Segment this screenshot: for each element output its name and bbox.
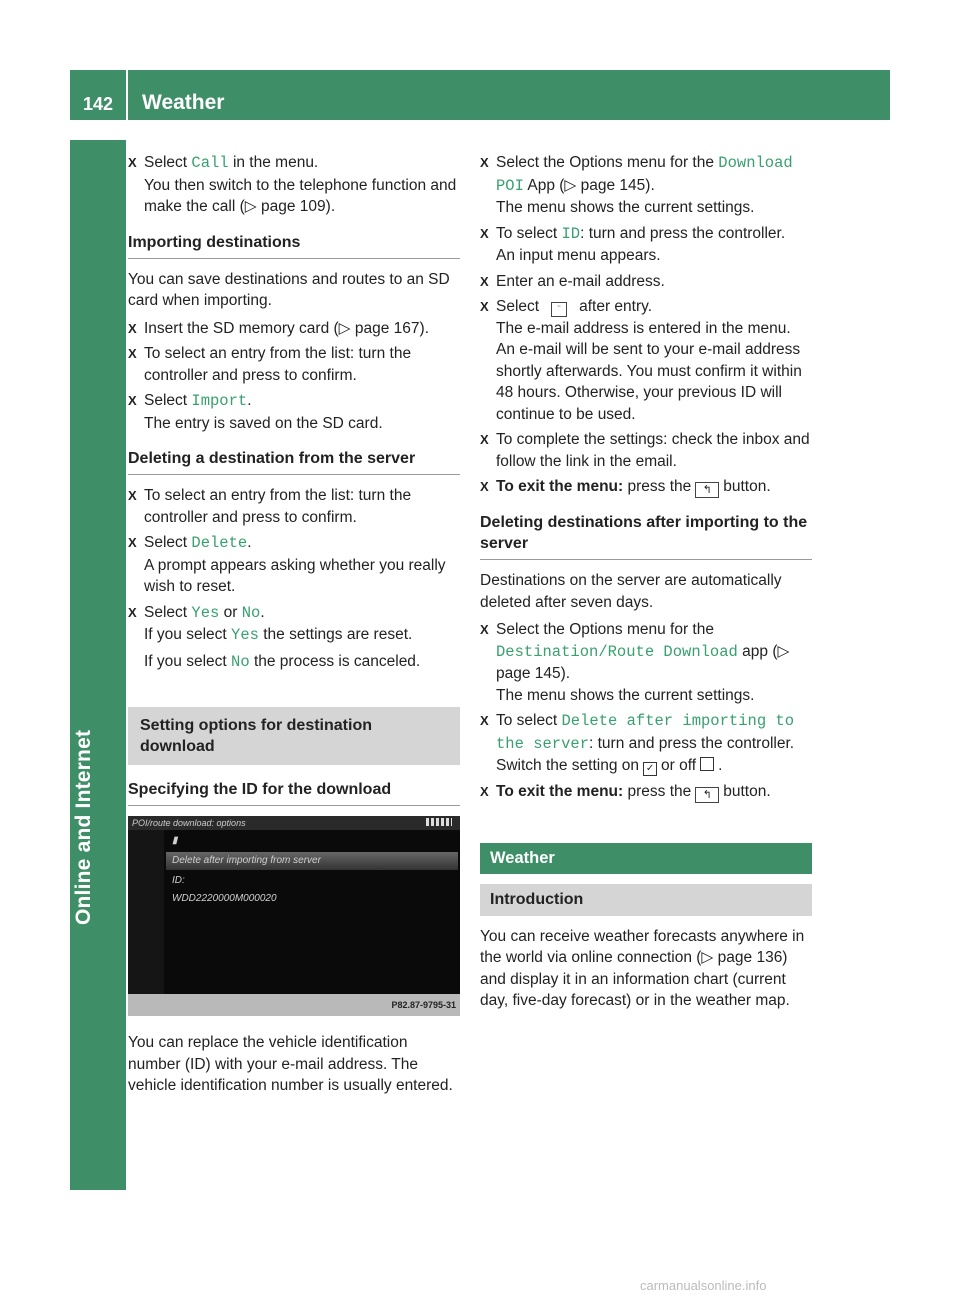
step-arrow-icon: X: [480, 479, 489, 494]
step-arrow-icon: X: [480, 622, 489, 637]
code-delete-after: Delete after importing to the server: [496, 712, 795, 753]
subsection-bar-introduction: Introduction: [480, 884, 812, 916]
step-arrow-icon: X: [128, 535, 137, 550]
side-tab-label-wrap: [72, 729, 95, 926]
step-select-id: X To select ID: turn and press the controller. An input menu appears.: [480, 224, 786, 264]
screen-row-id-value: WDD2220000M000020: [172, 893, 277, 904]
ok-icon: ¨: [551, 302, 567, 317]
step-select-import: X Select Import. The entry is saved on the SD card.: [128, 392, 383, 432]
page-number: 142: [82, 94, 114, 114]
step-exit-menu-2: X To exit the menu: press the ↰ button.: [480, 782, 771, 801]
step-select-call: X Select Call in the menu. You then switch to the telephone function and make the call (▷ page 109).: [128, 154, 457, 215]
step-select-entry-2: X To select an entry from the list: turn the controller and press to confirm.: [128, 487, 412, 526]
step-arrow-icon: X: [480, 155, 489, 170]
header-separator: [126, 70, 128, 120]
step-arrow-icon: X: [128, 320, 137, 336]
para-weather: You can receive weather forecasts anywhere in the world via online connection (▷ page 136) and display it in an information chart (current day, five-day forecast) or in the weather map.: [480, 927, 805, 1009]
heading-deleting-after: Deleting destinations after importing to the server: [480, 512, 812, 560]
step-options-menu: X Select the Options menu for the Download POI App (▷ page 145). The menu shows the current settings.: [480, 154, 793, 216]
step-insert-sd: X Insert the SD memory card (▷ page 167).: [128, 318, 460, 340]
step-arrow-icon: X: [480, 225, 489, 241]
code-import: Import: [191, 392, 248, 410]
step-arrow-icon: X: [128, 155, 137, 170]
para-replace-id: You can replace the vehicle identification number (ID) with your e-mail address. The vehicle identification number is usually entered.: [128, 1034, 453, 1094]
back-icon: ↰: [695, 787, 719, 803]
step-arrow-icon: X: [128, 393, 137, 408]
code-id: ID: [561, 224, 581, 243]
step-enter-email: X Enter an e-mail address.: [480, 271, 812, 293]
step-arrow-icon: X: [128, 488, 137, 503]
back-icon: ↰: [695, 482, 719, 498]
heading-specifying-id: Specifying the ID for the download: [128, 779, 460, 806]
checkbox-checked-icon: ✓: [643, 762, 657, 776]
watermark: carmanualsonline.info: [640, 1278, 767, 1293]
code-delete: Delete: [191, 534, 248, 552]
step-select-ok: X Select ¨ after entry. The e-mail address is entered in the menu. An e-mail will be sent to your e-mail address shortly afterwards. You must confirm it within 48 hours. Otherwise, your previous ID will continue to be used.: [480, 298, 802, 423]
step-arrow-icon: X: [480, 273, 489, 289]
code-call: Call: [191, 154, 229, 172]
side-tab-label: Online and Internet: [72, 729, 95, 925]
screen-file-icon: ▮: [172, 835, 178, 846]
side-tab: [70, 140, 126, 1190]
signal-icon: [426, 818, 452, 826]
page-title: Weather: [142, 91, 225, 114]
step-arrow-icon: X: [128, 604, 137, 620]
step-select-entry: X To select an entry from the list: turn the controller and press to confirm.: [128, 345, 412, 384]
step-select-delete: X Select Delete. A prompt appears asking whether you really wish to reset.: [128, 534, 446, 595]
section-bar-weather: Weather: [480, 843, 812, 875]
screen-row-id: ID:: [172, 875, 185, 886]
step-arrow-icon: X: [480, 299, 489, 314]
para-auto-delete: Destinations on the server are automatically deleted after seven days.: [480, 572, 782, 611]
step-select-delete-after: X To select Delete after importing to the server: turn and press the controller. Switch the setting on ✓ or off .: [480, 712, 795, 774]
para-importing: You can save destinations and routes to an SD card when importing.: [128, 270, 450, 309]
code-destination-download: Destination/Route Download: [496, 642, 738, 661]
right-column: [480, 152, 812, 1012]
screen-title: POI/route download: options: [128, 816, 460, 830]
step-options-destination: X Select the Options menu for the Destination/Route Download app (▷ page 145). The menu shows the current settings.: [480, 621, 790, 704]
screen-image: [128, 816, 460, 1016]
code-download-poi: Download POI: [496, 154, 793, 195]
checkbox-empty-icon: [700, 757, 714, 771]
step-arrow-icon: X: [480, 432, 489, 447]
screen-code: P82.87-9795-31: [128, 994, 460, 1016]
screen-row-delete: Delete after importing from server: [166, 852, 458, 870]
step-arrow-icon: X: [480, 783, 489, 799]
step-check-inbox: X To complete the settings: check the inbox and follow the link in the email.: [480, 431, 810, 470]
screen-side-panel: [128, 830, 164, 994]
section-bar-destination-download: Setting options for destination download: [128, 707, 460, 765]
step-exit-menu: X To exit the menu: press the ↰ button.: [480, 478, 771, 496]
left-column: [128, 152, 460, 1097]
step-arrow-icon: X: [480, 713, 489, 728]
step-select-yes-no: X Select Yes or No. If you select Yes the settings are reset. If you select No the process is canceled.: [128, 603, 421, 671]
heading-importing: Importing destinations: [128, 232, 460, 259]
heading-deleting: Deleting a destination from the server: [128, 448, 460, 475]
step-arrow-icon: X: [128, 346, 137, 361]
